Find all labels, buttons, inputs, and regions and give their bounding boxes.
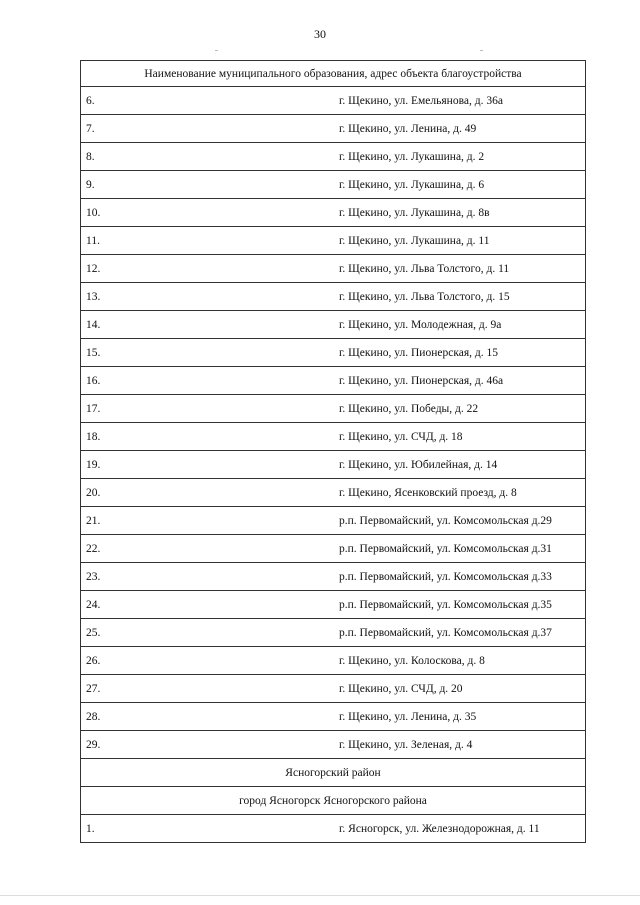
table-row: [81, 339, 586, 367]
table-header-row: [81, 61, 586, 87]
row-number: 18.: [81, 423, 334, 451]
table-row: [81, 255, 586, 283]
row-number: 17.: [81, 395, 334, 423]
row-address: р.п. Первомайский, ул. Комсомольская д.37: [333, 619, 586, 647]
district-row: [81, 759, 586, 787]
row-number: 25.: [81, 619, 334, 647]
table-row: [81, 815, 586, 843]
row-address: г. Щекино, ул. Пионерская, д. 46а: [333, 367, 586, 395]
table-row: [81, 507, 586, 535]
scan-speck: [0, 895, 640, 896]
row-address: р.п. Первомайский, ул. Комсомольская д.31: [333, 535, 586, 563]
table-row: [81, 479, 586, 507]
table-row: [81, 703, 586, 731]
table-row: [81, 423, 586, 451]
row-address: г. Щекино, ул. Лукашина, д. 6: [333, 171, 586, 199]
table-row: [81, 283, 586, 311]
row-address: г. Щекино, ул. Лукашина, д. 11: [333, 227, 586, 255]
table-row: [81, 619, 586, 647]
row-address: г. Щекино, ул. СЧД, д. 18: [333, 423, 586, 451]
city-heading: город Ясногорск Ясногорского района: [81, 787, 586, 815]
row-address: г. Щекино, ул. СЧД, д. 20: [333, 675, 586, 703]
scan-speck: [480, 50, 483, 51]
table-row: [81, 143, 586, 171]
row-address: г. Щекино, ул. Ленина, д. 35: [333, 703, 586, 731]
row-number: 21.: [81, 507, 334, 535]
city-row: [81, 787, 586, 815]
row-number: 29.: [81, 731, 334, 759]
table-row: [81, 227, 586, 255]
table-row: [81, 367, 586, 395]
table-row: [81, 675, 586, 703]
row-address: г. Щекино, ул. Молодежная, д. 9а: [333, 311, 586, 339]
table-row: [81, 115, 586, 143]
row-address: г. Щекино, ул. Зеленая, д. 4: [333, 731, 586, 759]
row-number: 8.: [81, 143, 334, 171]
district-heading: Ясногорский район: [81, 759, 586, 787]
row-number: 19.: [81, 451, 334, 479]
row-address: г. Щекино, ул. Победы, д. 22: [333, 395, 586, 423]
row-address: г. Щекино, ул. Емельянова, д. 36а: [333, 87, 586, 115]
address-table: [80, 60, 586, 843]
scan-speck: [215, 50, 218, 51]
table-row: [81, 87, 586, 115]
row-number: 28.: [81, 703, 334, 731]
row-address: г. Щекино, ул. Колоскова, д. 8: [333, 647, 586, 675]
row-number: 9.: [81, 171, 334, 199]
row-number: 20.: [81, 479, 334, 507]
table-row: [81, 647, 586, 675]
row-address: г. Щекино, ул. Юбилейная, д. 14: [333, 451, 586, 479]
table-row: [81, 591, 586, 619]
table-row: [81, 535, 586, 563]
row-address: г. Щекино, ул. Ленина, д. 49: [333, 115, 586, 143]
table-row: [81, 451, 586, 479]
page-number: 30: [314, 27, 326, 41]
table-row: [81, 199, 586, 227]
row-number: 12.: [81, 255, 334, 283]
row-address: р.п. Первомайский, ул. Комсомольская д.29: [333, 507, 586, 535]
row-address: г. Щекино, ул. Лукашина, д. 2: [333, 143, 586, 171]
table-row: [81, 171, 586, 199]
table-body: [81, 87, 586, 759]
row-address: р.п. Первомайский, ул. Комсомольская д.35: [333, 591, 586, 619]
table-row: [81, 311, 586, 339]
row-number: 23.: [81, 563, 334, 591]
row-number: 27.: [81, 675, 334, 703]
row-number: 15.: [81, 339, 334, 367]
row-number: 14.: [81, 311, 334, 339]
table-header: Наименование муниципального образования, адрес объекта благоустройства: [81, 61, 586, 87]
row-number: 24.: [81, 591, 334, 619]
row-number: 13.: [81, 283, 334, 311]
table-row: [81, 563, 586, 591]
row-number: 16.: [81, 367, 334, 395]
row-address: г. Щекино, ул. Лукашина, д. 8в: [333, 199, 586, 227]
row-number: 11.: [81, 227, 334, 255]
row-number: 26.: [81, 647, 334, 675]
row-number: 6.: [81, 87, 334, 115]
row-number: 22.: [81, 535, 334, 563]
row-number: 10.: [81, 199, 334, 227]
row-number: 7.: [81, 115, 334, 143]
row-address: г. Ясногорск, ул. Железнодорожная, д. 11: [333, 815, 586, 843]
table-row: [81, 395, 586, 423]
row-number: 1.: [81, 815, 334, 843]
row-address: р.п. Первомайский, ул. Комсомольская д.33: [333, 563, 586, 591]
row-address: г. Щекино, ул. Льва Толстого, д. 11: [333, 255, 586, 283]
table-row: [81, 731, 586, 759]
row-address: г. Щекино, ул. Льва Толстого, д. 15: [333, 283, 586, 311]
row-address: г. Щекино, Ясенковский проезд, д. 8: [333, 479, 586, 507]
row-address: г. Щекино, ул. Пионерская, д. 15: [333, 339, 586, 367]
